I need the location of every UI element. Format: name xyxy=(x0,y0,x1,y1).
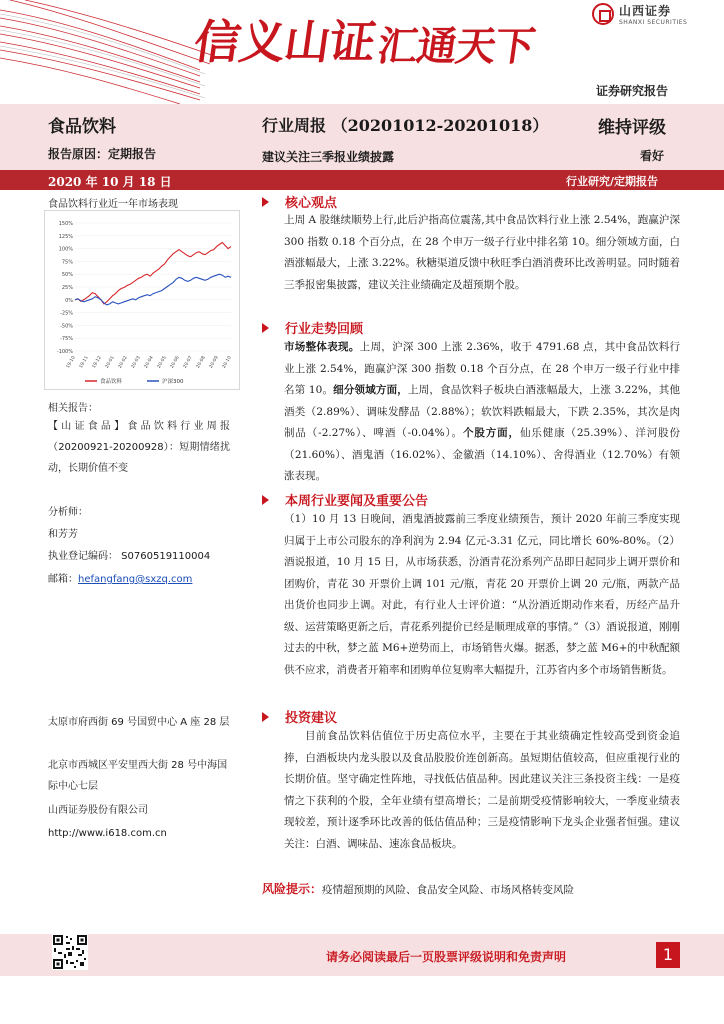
section-heading-text: 核心观点 xyxy=(285,196,338,211)
banner-slogan xyxy=(190,6,539,72)
news-paragraph: （1）10 月 13 日晚间，酒鬼酒披露前三季度业绩预告，预计 2020 年前三季度实现归属于上市公司股东的净利润为 2.94 亿元-3.31 亿元，同比增长 60%-80%。（2）酒说报道，10 月 15 日，从市场获悉，汾酒青花汾系列产品即日起同步上调开票价和团购价，青花 30 开票价上调 101 元/瓶，青花 20 开票价上调 20 元/瓶，两款产品出货价也同步上调。对此，有行业人士评价道：“从汾酒近期动作来看，历经产品升级、运营策略更新之后，青花系列提价已经是顺理成章的事情。”（3）酒说报道，刚刚过去的中秋，梦之蓝 M6+逆势而上，市场销售火爆。据悉，梦之蓝 M6+的中秋配额供不应求，消费者开箱率和团购单位复购率大幅提升，江苏省内多个市场销售断货。 xyxy=(284,513,680,676)
y-tick-label: 150% xyxy=(58,221,73,227)
x-tick-label: 20-02 xyxy=(117,355,129,370)
brand-name: 山西证券 xyxy=(619,4,672,18)
x-tick-label: 20-05 xyxy=(156,355,168,370)
y-tick-label: -100% xyxy=(56,349,73,355)
series-line-csi300 xyxy=(75,274,231,305)
section-arrow-icon xyxy=(262,197,269,207)
rating-label: 维持评级 xyxy=(598,118,666,138)
company-logo-icon xyxy=(592,3,614,25)
header-banner xyxy=(0,0,724,104)
qr-code-icon xyxy=(52,934,88,970)
page-number: 1 xyxy=(656,942,680,968)
y-tick-label: 50% xyxy=(61,272,73,279)
industry-name: 食品饮料 xyxy=(48,117,116,137)
chart-svg xyxy=(45,211,241,391)
x-tick-label: 20-08 xyxy=(195,355,207,370)
x-tick-label: 20-06 xyxy=(169,355,181,370)
core-view-paragraph: 上周 A 股继续顺势上行,此后沪指高位震荡,其中食品饮料行业上涨 2.54%，跑赢沪深 300 指数 0.18 个百分点，在 28 个申万一级子行业中排名第 10。细分领域方面，白酒涨幅最大，上涨 3.22%。秋糖渠道反馈中秋旺季白酒消费环比改善明显。同时随着三季报密集披露，建议关注业绩确定及超预期个股。 xyxy=(284,214,680,291)
related-reports-label: 相关报告： xyxy=(48,403,98,414)
company-website-link[interactable]: http://www.i618.com.cn xyxy=(48,828,167,839)
analyst-email-link[interactable]: hefangfang@sxzq.com xyxy=(78,574,193,585)
lead-subsector: 细分领域方面， xyxy=(333,384,408,396)
section-news-heading xyxy=(262,490,428,509)
y-tick-label: 0% xyxy=(65,297,73,304)
text-market: 上周，沪深 300 上涨 2.36%，收于 4791.68 点，其中食品饮料行业上涨 2.54%，跑赢沪深 300 指数 0.18 个百分点，在 28 个申万一级子行业中排名第 10。 xyxy=(284,341,681,396)
slogan-part2: 汇通天下 xyxy=(374,24,538,70)
report-subtitle: 建议关注三季报业绩披露 xyxy=(262,150,395,164)
risk-label: 风险提示： xyxy=(262,882,323,896)
section-arrow-icon xyxy=(262,712,269,722)
y-tick-label: -25% xyxy=(60,310,73,317)
investment-paragraph: 目前食品饮料估值位于历史高位水平，主要在于其业绩确定性较高受到资金追捧，白酒板块内龙头股以及食品股股价连创新高。虽短期估值较高，但应重视行业的长期价值。坚守确定性阵地，寻找低估值品种。因此建议关注三条投资主线：一是疫情之下获利的个股，全年业绩有望高增长；二是前期受疫情影响较大，一季度业绩表现较差，预计逐季环比改善的低估值品种；三是疫情影响下龙头企业强者恒强。建议关注：白酒、调味品、速冻食品板块。 xyxy=(284,730,680,850)
analyst-name: 和芳芳 xyxy=(48,529,78,540)
rating-view: 看好 xyxy=(640,149,665,163)
risk-text: 疫情超预期的风险、食品安全风险、市场风格转变风险 xyxy=(322,884,575,896)
trend-review-paragraph xyxy=(284,337,680,488)
x-tick-label: 19-10 xyxy=(65,355,77,370)
analyst-license: 执业登记编码： S0760519110004 xyxy=(48,551,211,562)
lead-market: 市场整体表现。 xyxy=(284,341,360,353)
x-tick-label: 20-04 xyxy=(143,355,155,370)
chart-title: 食品饮料行业近一年市场表现 xyxy=(48,199,178,210)
y-tick-label: 125% xyxy=(58,233,73,240)
lead-stocks: 个股方面， xyxy=(462,427,520,439)
section-arrow-icon xyxy=(262,495,269,505)
brand-logo-block xyxy=(592,2,687,26)
report-type-label: 证券研究报告 xyxy=(596,84,669,98)
company-name: 山西证券股份有限公司 xyxy=(48,805,148,816)
report-date: 2020 年 10 月 18 日 xyxy=(48,175,172,189)
y-tick-label: 25% xyxy=(61,285,73,291)
section-trend-review-heading xyxy=(262,318,363,337)
analyst-email-row xyxy=(48,569,192,590)
section-heading-text: 行业走势回顾 xyxy=(285,322,364,337)
x-tick-label: 19-12 xyxy=(91,355,103,370)
related-report-link[interactable]: 【山证食品】食品饮料行业周报（20200921-20200928）：短期情绪扰动，长期价值不变 xyxy=(48,421,230,474)
slogan-part1: 信义山证 xyxy=(190,15,379,69)
address-taiyuan: 太原市府西街 69 号国贸中心 A 座 28 层 xyxy=(48,717,230,728)
series-line-food-beverage xyxy=(75,243,231,304)
email-label: 邮箱： xyxy=(48,574,78,585)
y-tick-label: 75% xyxy=(61,259,73,266)
section-arrow-icon xyxy=(262,323,269,333)
text-subsector: 上周，食品饮料子板块白酒涨幅最大，上涨 3.22%，其他酒类（2.89%）、调味发酵品（2.88%）；软饮料跌幅最大，下跌 2.35%，其次是肉制品（-2.27%）、啤酒（-0.04%）。 xyxy=(284,384,680,439)
x-tick-label: 19-11 xyxy=(78,355,90,370)
y-tick-label: -50% xyxy=(60,323,73,330)
x-tick-label: 20-10 xyxy=(221,355,233,370)
x-tick-label: 20-07 xyxy=(182,355,194,370)
footer-disclaimer: 请务必阅读最后一页股票评级说明和免责声明 xyxy=(326,950,567,964)
section-heading-text: 本周行业要闻及重要公告 xyxy=(285,494,429,509)
section-core-view-heading xyxy=(262,192,337,211)
address-beijing: 北京市西城区平安里西大街 28 号中海国际中心七层 xyxy=(48,760,228,792)
risk-warning xyxy=(262,880,574,897)
x-tick-label: 20-01 xyxy=(104,355,116,370)
section-heading-text: 投资建议 xyxy=(285,711,338,726)
x-tick-label: 20-03 xyxy=(130,355,142,370)
market-chart xyxy=(44,210,240,390)
y-tick-label: 100% xyxy=(58,246,73,253)
text-stocks: 仙乐健康（25.39%）、洋河股份（21.60%）、酒鬼酒（16.02%）、金徽酒（14.10%）、舍得酒业（12.70%）有领涨表现。 xyxy=(284,427,681,482)
report-title: 行业周报 （20201012-20201018） xyxy=(262,116,549,135)
y-tick-label: -75% xyxy=(60,336,73,343)
x-tick-label: 20-09 xyxy=(208,355,220,370)
section-investment-heading xyxy=(262,707,337,726)
report-reason: 报告原因：定期报告 xyxy=(48,147,157,161)
report-category: 行业研究/定期报告 xyxy=(566,175,659,188)
legend-label: 沪深300 xyxy=(162,379,184,385)
analyst-label: 分析师： xyxy=(48,507,88,518)
brand-name-en: SHANXI SECURITIES xyxy=(619,19,688,26)
legend-label: 食品饮料 xyxy=(100,379,123,385)
